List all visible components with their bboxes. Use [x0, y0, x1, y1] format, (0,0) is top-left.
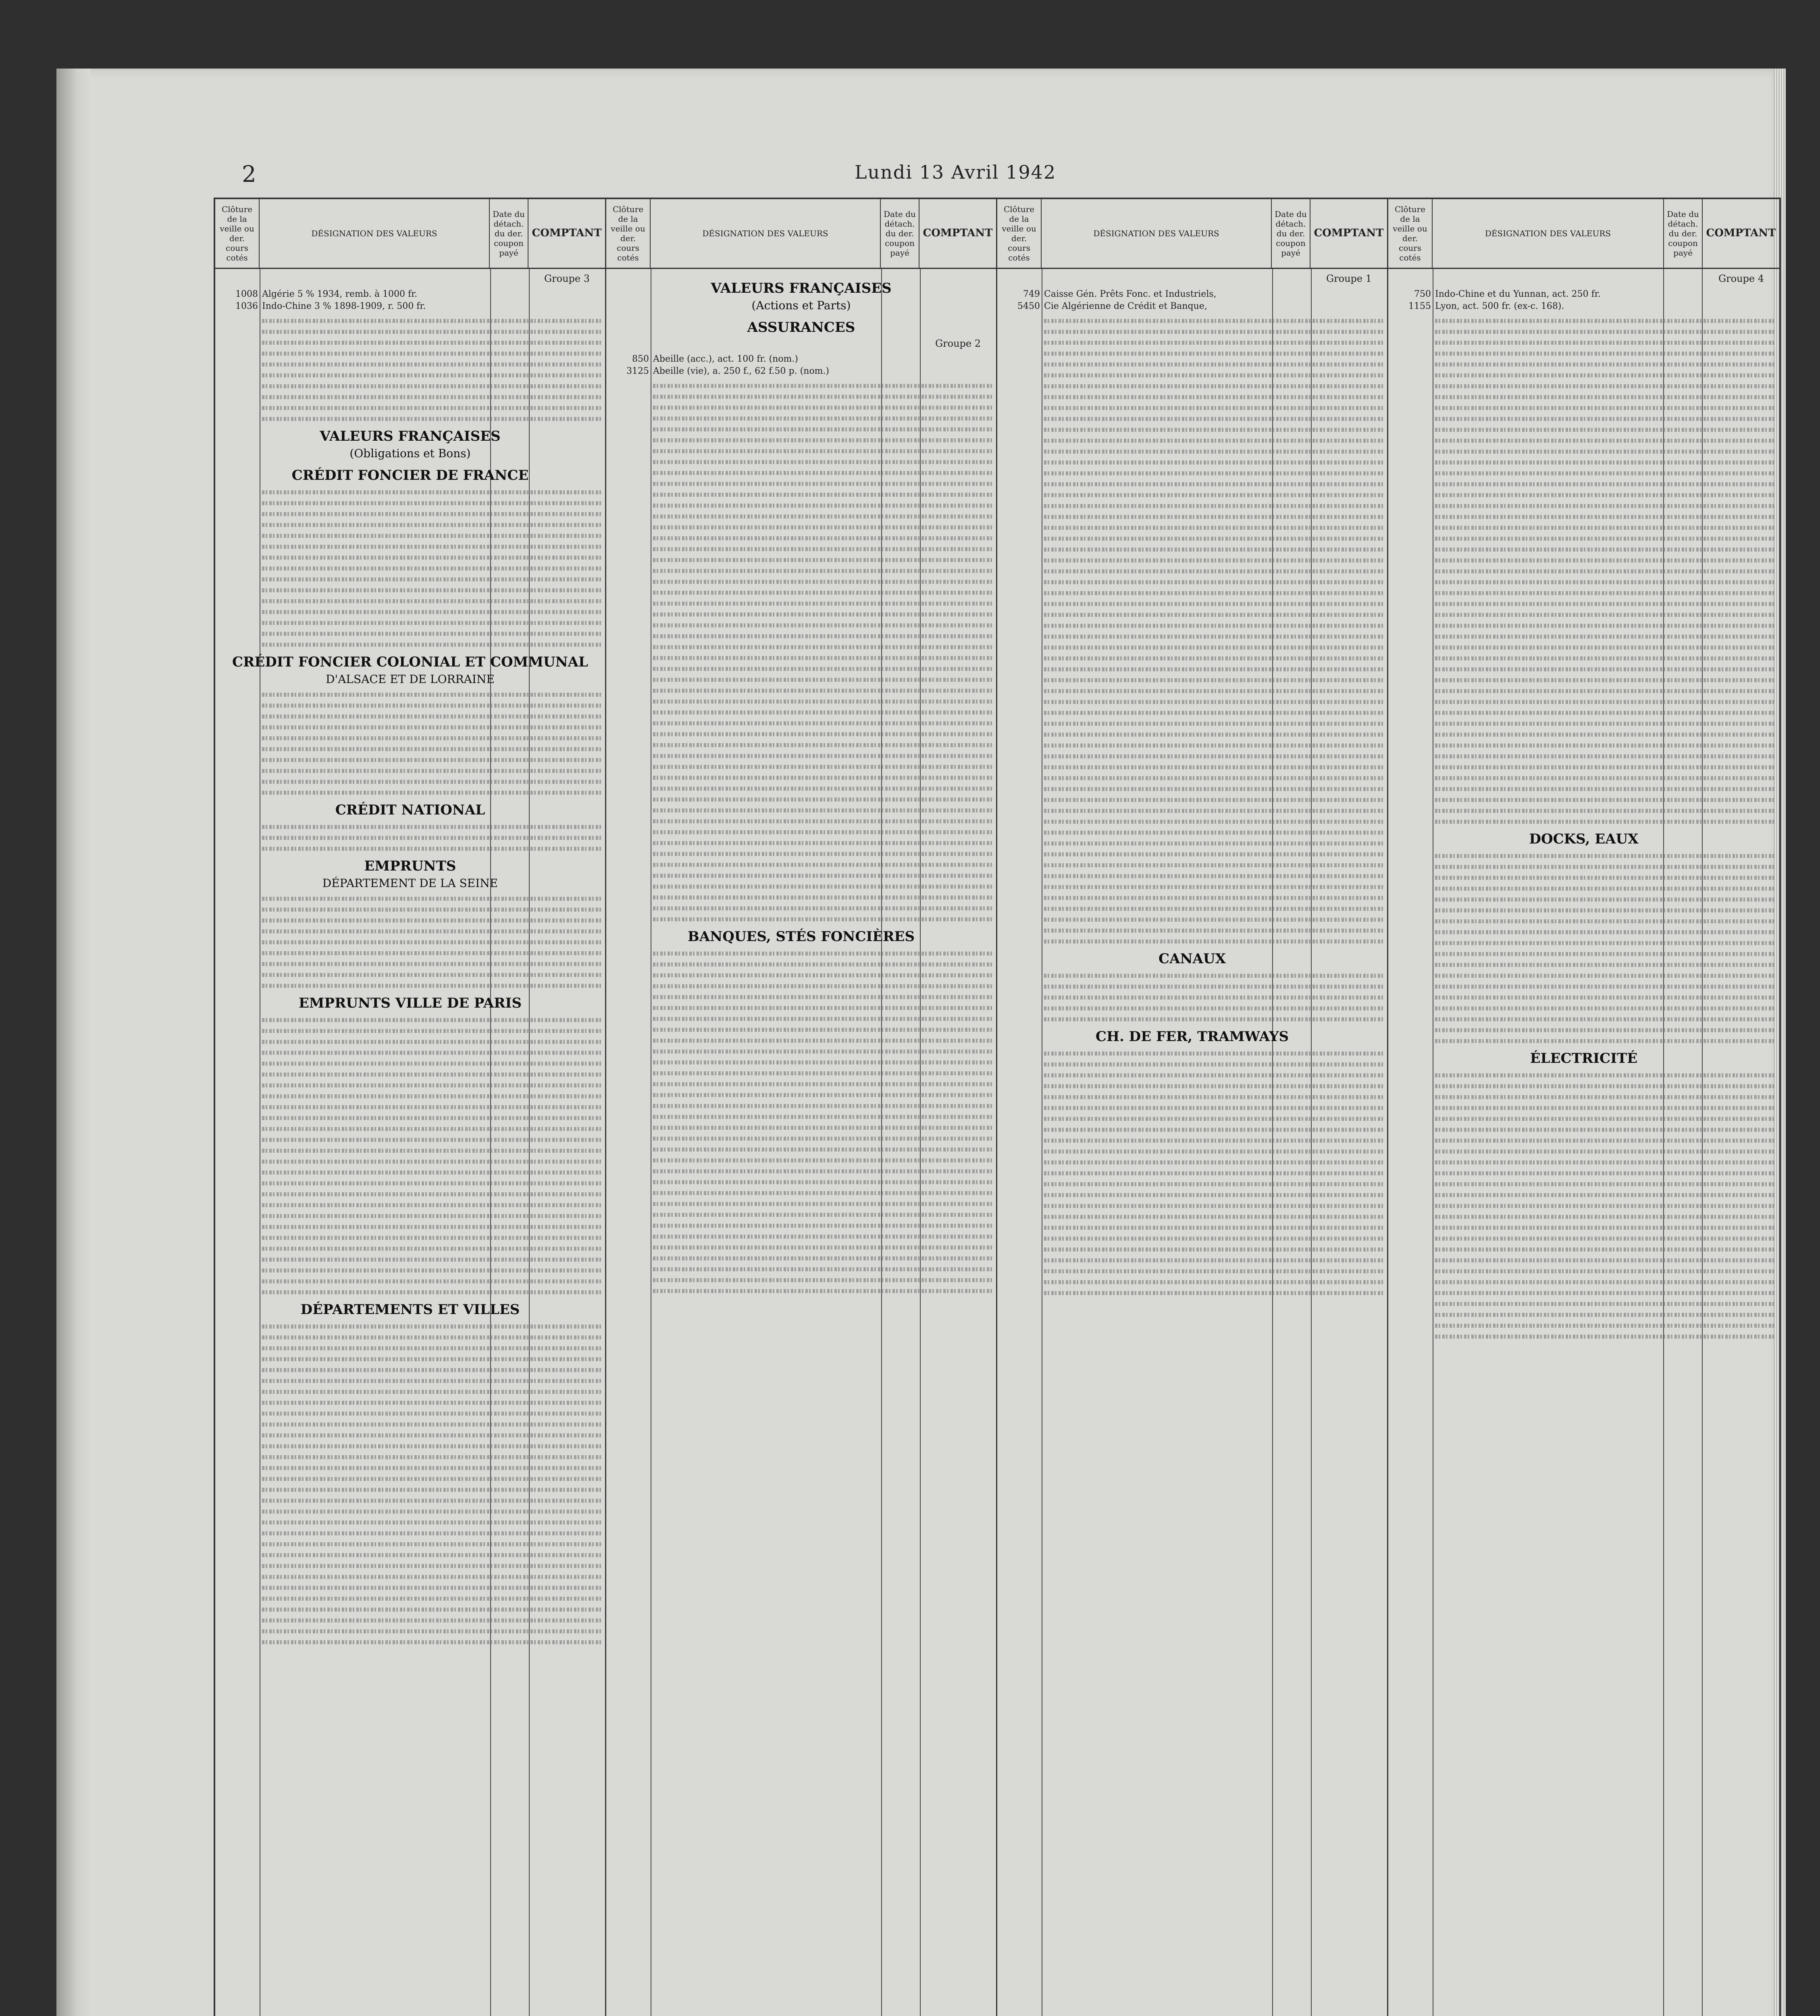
list-item: 1155 Lyon, act. 500 fr. (ex-c. 168). [1408, 301, 1564, 311]
header-designation: DÉSIGNATION DES VALEURS [1042, 199, 1272, 268]
list-item: 750 Indo-Chine et du Yunnan, act. 250 fr. [1414, 289, 1601, 299]
header-comptant: COMPTANT [923, 227, 993, 240]
header-cloture: Clôture de la veille ou der. cours cotés [215, 199, 260, 268]
header-cloture: Clôture de la veille ou der. cours cotés [606, 199, 651, 268]
column-header [997, 199, 1387, 269]
header-designation: DÉSIGNATION DES VALEURS [651, 199, 881, 268]
section-title: CRÉDIT NATIONAL [335, 802, 485, 818]
column-3 [997, 199, 1388, 2016]
section-title: ASSURANCES [747, 319, 855, 335]
book-binding [56, 69, 91, 2016]
column-header [1388, 199, 1779, 269]
list-item: 1036 Indo-Chine 3 % 1898-1909, r. 500 fr. [235, 301, 426, 311]
section-subtitle: D'ALSACE ET DE LORRAINE [326, 673, 495, 686]
section-title: CRÉDIT FONCIER COLONIAL ET COMMUNAL [232, 654, 588, 671]
section-subtitle: (Actions et Parts) [751, 299, 851, 312]
column-header [215, 199, 605, 269]
list-item: 1008 Algérie 5 % 1934, remb. à 1000 fr. [235, 289, 418, 299]
section-title: DÉPARTEMENTS ET VILLES [300, 1302, 520, 1318]
section-title: VALEURS FRANÇAISES [320, 428, 501, 445]
column-body [1388, 269, 1779, 2016]
header-cloture: Clôture de la veille ou der. cours cotés [997, 199, 1042, 268]
group-label: Groupe 4 [1718, 273, 1764, 284]
column-body [997, 269, 1387, 2016]
list-item: 850 Abeille (acc.), act. 100 fr. (nom.) [632, 354, 798, 364]
section-title: BANQUES, STÉS FONCIÈRES [688, 929, 915, 945]
group-label: Groupe 2 [935, 338, 981, 349]
header-comptant: COMPTANT [532, 227, 602, 240]
header-cloture: Clôture de la veille ou der. cours cotés [1388, 199, 1433, 268]
section-title: EMPRUNTS VILLE DE PARIS [298, 995, 522, 1012]
group-label: Groupe 1 [1326, 273, 1372, 284]
section-subtitle: (Obligations et Bons) [349, 447, 471, 460]
column-header [606, 199, 996, 269]
column-1 [215, 199, 606, 2016]
column-body [215, 269, 605, 2016]
section-title: DOCKS, EAUX [1529, 831, 1639, 848]
section-subtitle: DÉPARTEMENT DE LA SEINE [322, 877, 498, 890]
header-date: Date du détach. du der. coupon payé [881, 199, 919, 268]
group-label: Groupe 3 [544, 273, 590, 284]
section-title: ÉLECTRICITÉ [1530, 1050, 1638, 1067]
section-title: CANAUX [1159, 951, 1226, 967]
header-designation: DÉSIGNATION DES VALEURS [1433, 199, 1664, 268]
list-item: 749 Caisse Gén. Prêts Fonc. et Industriels, [1023, 289, 1217, 299]
column-body [606, 269, 996, 2016]
page-date: Lundi 13 Avril 1942 [855, 161, 1057, 183]
page-number: 2 [242, 161, 256, 187]
price-table [214, 198, 1781, 2016]
section-title: CH. DE FER, TRAMWAYS [1095, 1029, 1289, 1045]
column-4 [1388, 199, 1779, 2016]
list-item: 5450 Cie Algérienne de Crédit et Banque, [1017, 301, 1207, 311]
header-date: Date du détach. du der. coupon payé [1664, 199, 1703, 268]
column-2 [606, 199, 997, 2016]
header-date: Date du détach. du der. coupon payé [1272, 199, 1310, 268]
header-designation: DÉSIGNATION DES VALEURS [260, 199, 490, 268]
section-title: CRÉDIT FONCIER DE FRANCE [291, 467, 529, 484]
list-item: 3125 Abeille (vie), a. 250 f., 62 f.50 p. (nom.) [626, 366, 830, 376]
section-title: EMPRUNTS [364, 858, 456, 875]
header-date: Date du détach. du der. coupon payé [490, 199, 528, 268]
section-title: VALEURS FRANÇAISES [711, 280, 892, 296]
header-comptant: COMPTANT [1706, 227, 1776, 240]
header-comptant: COMPTANT [1314, 227, 1384, 240]
